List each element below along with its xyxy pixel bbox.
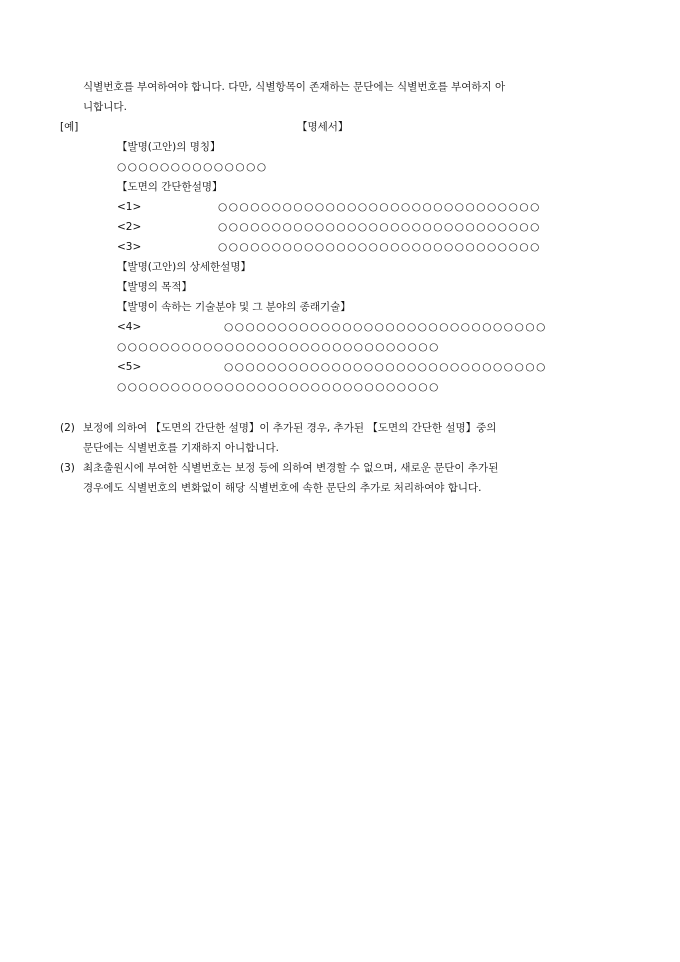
rule-3-line-2: 경우에도 식별번호의 변화없이 해당 식별번호에 속한 문단의 추가로 처리하여야 합니다.: [83, 482, 482, 494]
paragraph-text-2: ○○○○○○○○○○○○○○○○○○○○○○○○○○○○○○: [218, 221, 541, 233]
paragraph-text-4-line-2: ○○○○○○○○○○○○○○○○○○○○○○○○○○○○○○: [117, 341, 440, 353]
heading-invention-purpose: 【발명의 목적】: [117, 281, 193, 293]
paragraph-text-5-line-2: ○○○○○○○○○○○○○○○○○○○○○○○○○○○○○○: [117, 381, 440, 393]
specification-title: 【명세서】: [297, 121, 349, 133]
paragraph-text-5-line-1: ○○○○○○○○○○○○○○○○○○○○○○○○○○○○○○: [224, 361, 547, 373]
paragraph-number-5: <5>: [117, 361, 142, 373]
paragraph-number-2: <2>: [117, 221, 142, 233]
rule-2-line-2: 문단에는 식별번호를 기재하지 아니합니다.: [83, 442, 279, 454]
paragraph-text-4-line-1: ○○○○○○○○○○○○○○○○○○○○○○○○○○○○○○: [224, 321, 547, 333]
paragraph-number-3: <3>: [117, 241, 142, 253]
rule-2-line-1: 보정에 의하여 【도면의 간단한 설명】이 추가된 경우, 추가된 【도면의 간단한 설명】중의: [83, 422, 497, 434]
heading-technical-field: 【발명이 속하는 기술분야 및 그 분야의 종래기술】: [117, 301, 351, 313]
heading-drawing-description: 【도면의 간단한설명】: [117, 181, 223, 193]
rule-number-3: (3): [60, 462, 75, 474]
invention-name-value: ○○○○○○○○○○○○○○: [117, 161, 268, 173]
intro-line-1: 식별번호를 부여하여야 합니다. 다만, 식별항목이 존재하는 문단에는 식별번호를 부여하지 아: [83, 81, 506, 93]
paragraph-number-4: <4>: [117, 321, 142, 333]
heading-detailed-description: 【발명(고안)의 상세한설명】: [117, 261, 251, 273]
rule-number-2: (2): [60, 422, 75, 434]
example-label: [예]: [60, 121, 79, 133]
intro-line-2: 니합니다.: [83, 101, 127, 113]
rule-3-line-1: 최초출원시에 부여한 식별번호는 보정 등에 의하여 변경할 수 없으며, 새로운 문단이 추가된: [83, 462, 499, 474]
paragraph-number-1: <1>: [117, 201, 142, 213]
heading-invention-name: 【발명(고안)의 명칭】: [117, 141, 221, 153]
paragraph-text-3: ○○○○○○○○○○○○○○○○○○○○○○○○○○○○○○: [218, 241, 541, 253]
paragraph-text-1: ○○○○○○○○○○○○○○○○○○○○○○○○○○○○○○: [218, 201, 541, 213]
